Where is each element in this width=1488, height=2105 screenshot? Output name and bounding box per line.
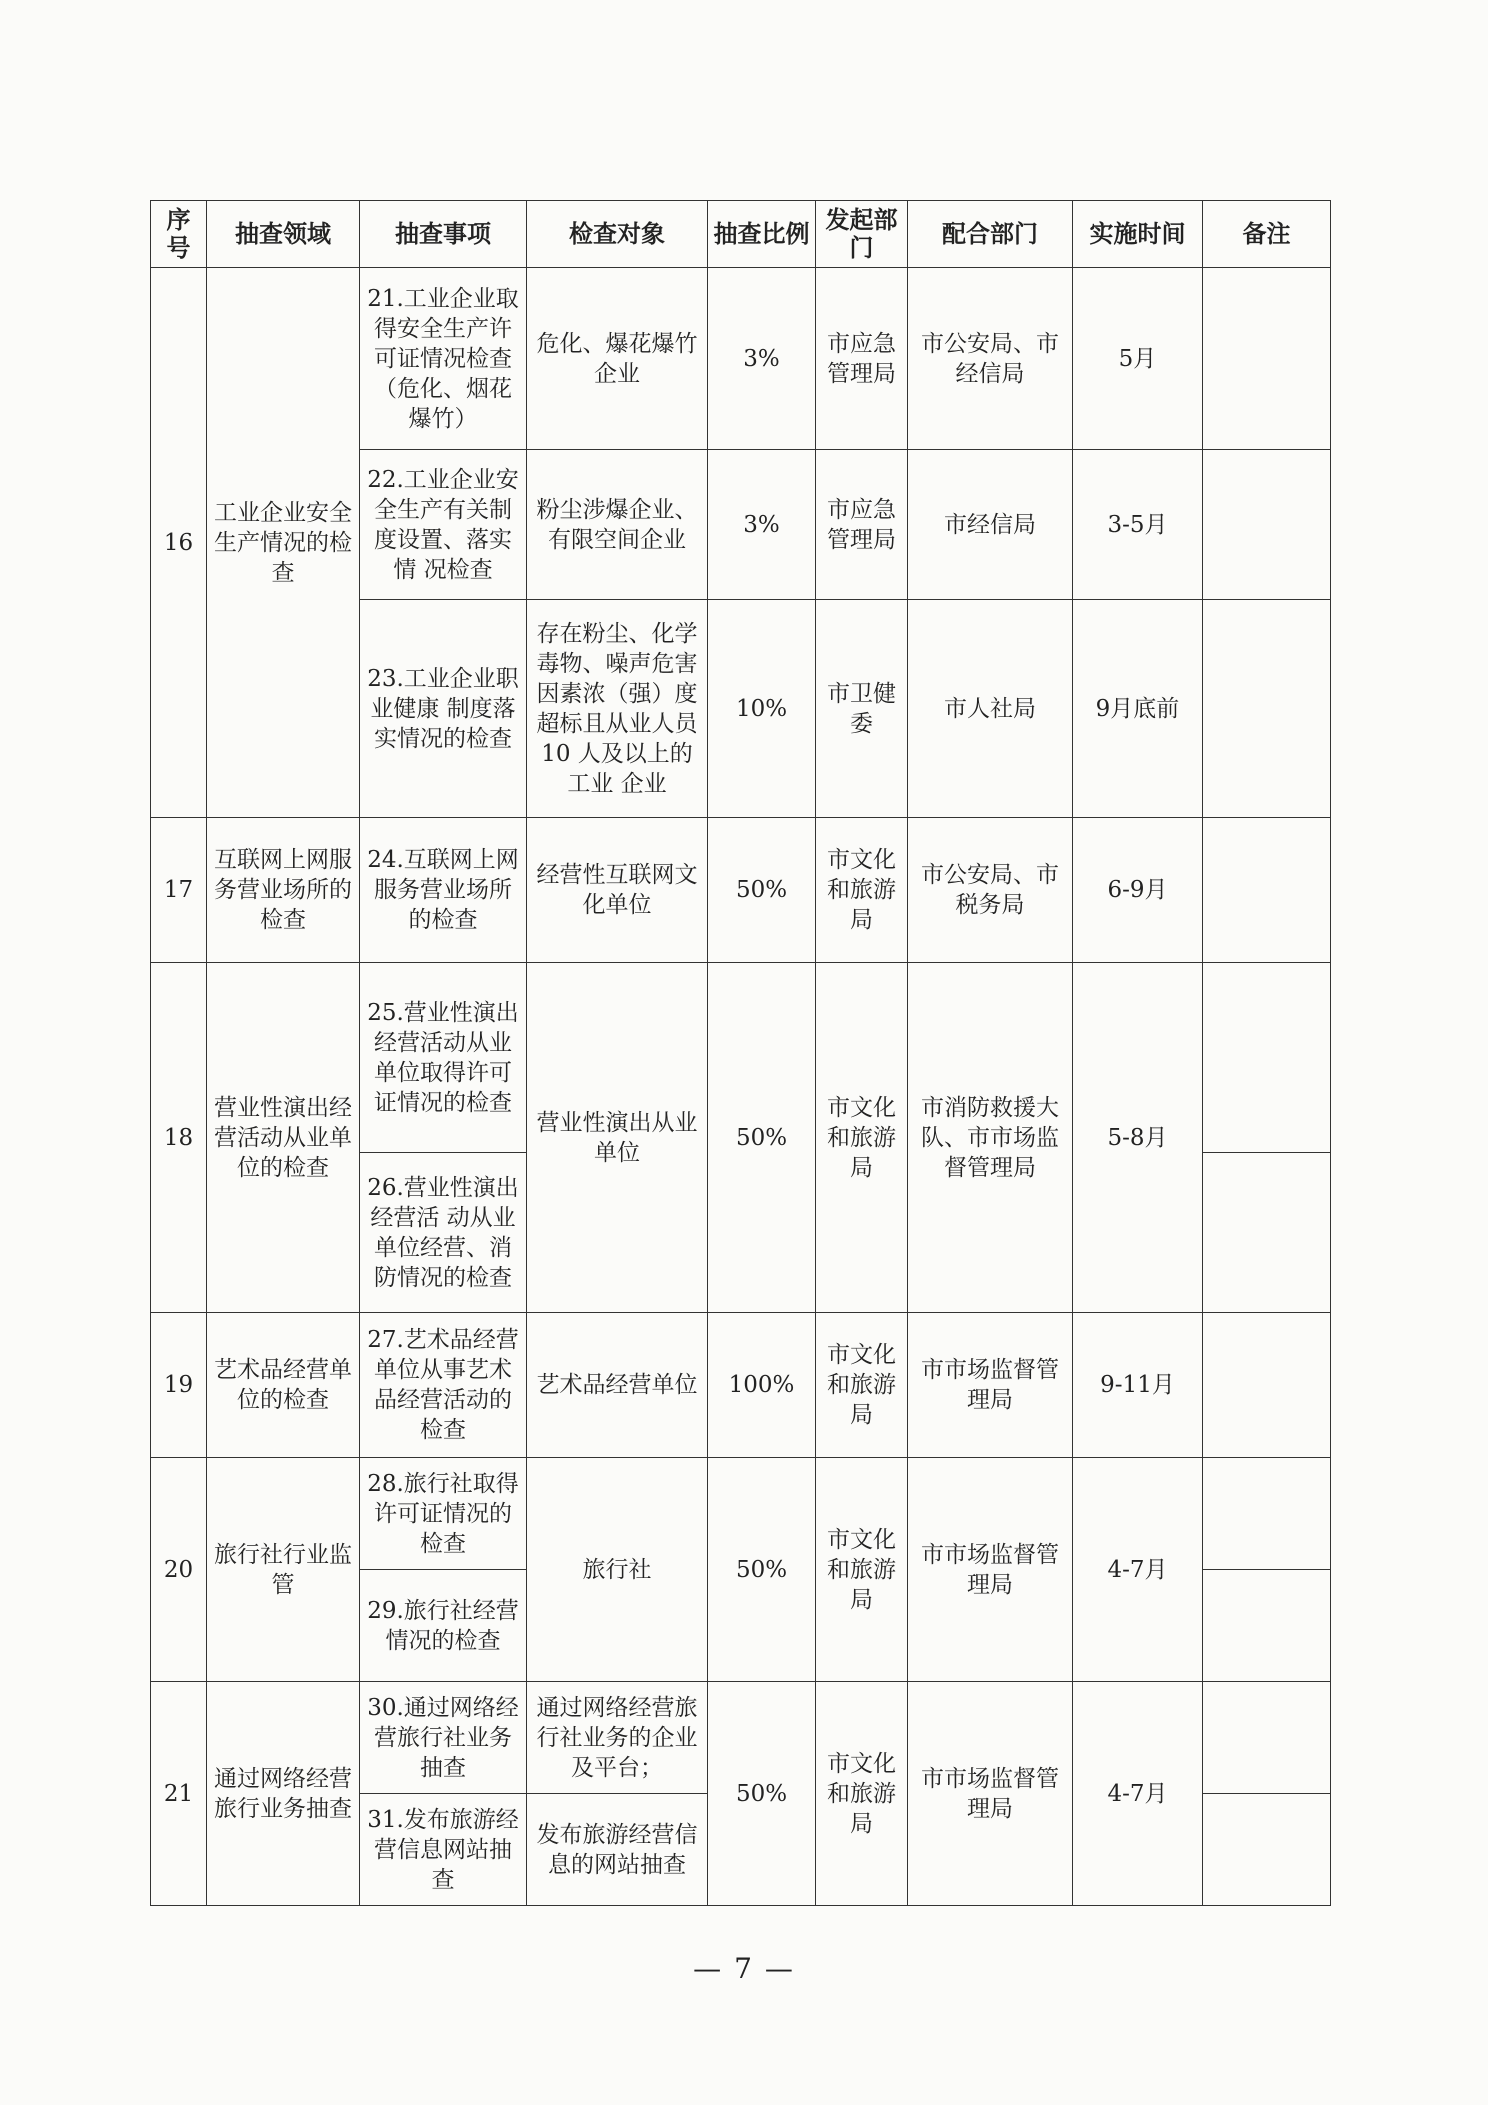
row-target: 存在粉尘、化学毒物、噪声危害因素浓（强）度超标且从业人员10 人及以上的工业 企业 [527,600,708,818]
row-remark [1203,1458,1331,1570]
row-item: 28.旅行社取得许可证情况的检查 [360,1458,527,1570]
row-cooperator: 市经信局 [908,450,1073,600]
row-cooperator: 市公安局、市税务局 [908,818,1073,963]
row-cooperator: 市市场监督管理局 [908,1313,1073,1458]
row-no: 16 [151,268,207,818]
row-initiator: 市卫健委 [816,600,908,818]
row-ratio: 50% [708,818,816,963]
row-target: 营业性演出从业单位 [527,963,708,1313]
row-item: 22.工业企业安全生产有关制度设置、落实情 况检查 [360,450,527,600]
row-time: 4-7月 [1073,1458,1203,1682]
row-item: 25.营业性演出经营活动从业单位取得许可证情况的检查 [360,963,527,1153]
row-time: 9-11月 [1073,1313,1203,1458]
page-number: 7 [734,1952,754,1985]
row-initiator: 市应急管理局 [816,268,908,450]
row-cooperator: 市市场监督管理局 [908,1682,1073,1906]
row-target: 经营性互联网文化单位 [527,818,708,963]
row-initiator: 市文化和旅游局 [816,1682,908,1906]
row-item: 31.发布旅游经营信息网站抽查 [360,1794,527,1906]
header-cooperator: 配合部门 [908,201,1073,268]
row-remark [1203,1682,1331,1794]
header-ratio: 抽查比例 [708,201,816,268]
row-remark [1203,1570,1331,1682]
row-initiator: 市应急管理局 [816,450,908,600]
row-field: 互联网上网服务营业场所的检查 [207,818,360,963]
row-remark [1203,600,1331,818]
row-item: 23.工业企业职业健康 制度落实情况的检查 [360,600,527,818]
row-remark [1203,268,1331,450]
row-field: 艺术品经营单位的检查 [207,1313,360,1458]
row-target: 旅行社 [527,1458,708,1682]
header-remark: 备注 [1203,201,1331,268]
row-target: 发布旅游经营信息的网站抽查 [527,1794,708,1906]
row-remark [1203,963,1331,1153]
row-target: 粉尘涉爆企业、有限空间企业 [527,450,708,600]
row-no: 20 [151,1458,207,1682]
row-time: 4-7月 [1073,1682,1203,1906]
header-target: 检查对象 [527,201,708,268]
row-ratio: 3% [708,268,816,450]
header-row [151,201,1331,268]
row-target: 通过网络经营旅行社业务的企业及平台； [527,1682,708,1794]
row-no: 18 [151,963,207,1313]
row-ratio: 10% [708,600,816,818]
row-item: 21.工业企业取得安全生产许可证情况检查（危化、烟花爆竹） [360,268,527,450]
row-initiator: 市文化和旅游局 [816,1313,908,1458]
page-dash-right: — [764,1952,795,1985]
table-row [151,268,1331,450]
row-cooperator: 市市场监督管理局 [908,1458,1073,1682]
row-ratio: 100% [708,1313,816,1458]
row-no: 17 [151,818,207,963]
row-ratio: 50% [708,1682,816,1906]
row-target: 艺术品经营单位 [527,1313,708,1458]
row-time: 3-5月 [1073,450,1203,600]
table-row [151,818,1331,963]
row-item: 29.旅行社经营情况的检查 [360,1570,527,1682]
row-time: 5-8月 [1073,963,1203,1313]
header-initiator: 发起部门 [816,201,908,268]
header-no: 序号 [151,201,207,268]
row-no: 19 [151,1313,207,1458]
row-ratio: 3% [708,450,816,600]
row-cooperator: 市人社局 [908,600,1073,818]
table-row [151,1682,1331,1794]
row-initiator: 市文化和旅游局 [816,963,908,1313]
row-field: 旅行社行业监管 [207,1458,360,1682]
row-no: 21 [151,1682,207,1906]
header-field: 抽查领域 [207,201,360,268]
row-time: 9月底前 [1073,600,1203,818]
row-item: 24.互联网上网服务营业场所的检查 [360,818,527,963]
row-item: 27.艺术品经营单位从事艺术品经营活动的检查 [360,1313,527,1458]
row-remark [1203,1794,1331,1906]
row-initiator: 市文化和旅游局 [816,818,908,963]
row-ratio: 50% [708,963,816,1313]
row-remark [1203,818,1331,963]
row-remark [1203,450,1331,600]
row-remark [1203,1313,1331,1458]
row-item: 30.通过网络经营旅行社业务抽查 [360,1682,527,1794]
row-ratio: 50% [708,1458,816,1682]
page-number-footer [0,1952,1488,1985]
row-item: 26.营业性演出经营活 动从业单位经营、消防情况的检查 [360,1153,527,1313]
row-field: 通过网络经营旅行业务抽查 [207,1682,360,1906]
page-dash-left: — [693,1952,724,1985]
row-cooperator: 市消防救援大队、市市场监督管理局 [908,963,1073,1313]
inspection-table [150,200,1331,1906]
row-cooperator: 市公安局、市经信局 [908,268,1073,450]
row-field: 营业性演出经营活动从业单位的检查 [207,963,360,1313]
row-remark [1203,1153,1331,1313]
table-row [151,1313,1331,1458]
header-time: 实施时间 [1073,201,1203,268]
row-field: 工业企业安全生产情况的检查 [207,268,360,818]
table-row [151,1458,1331,1570]
row-target: 危化、爆花爆竹企业 [527,268,708,450]
header-item: 抽查事项 [360,201,527,268]
row-time: 6-9月 [1073,818,1203,963]
row-initiator: 市文化和旅游局 [816,1458,908,1682]
row-time: 5月 [1073,268,1203,450]
table-row [151,963,1331,1153]
